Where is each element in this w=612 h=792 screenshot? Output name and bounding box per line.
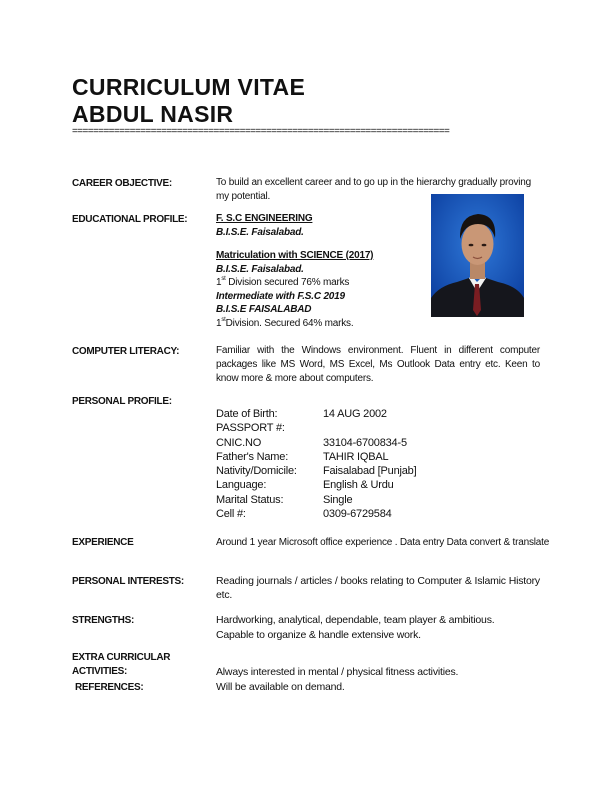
profile-value: TAHIR IQBAL — [323, 451, 389, 463]
personal-interests-text: Reading journals / articles / books relating to Computer & Islamic History etc. — [216, 575, 540, 601]
computer-literacy-text: Familiar with the Windows environment. Fluent in different computer packages like MS Word, MS Excel, Ms Outlook Data entry etc. Keen to know more & more about computers. — [216, 345, 540, 384]
profile-value: English & Urdu — [323, 479, 394, 491]
matric-result — [216, 276, 373, 290]
profile-photo — [431, 194, 524, 317]
extra-curricular-label: EXTRA CURRICULAR — [72, 652, 171, 663]
profile-key: Father's Name: — [216, 451, 289, 463]
career-objective-text: To build an excellent career and to go up in the hierarchy gradually proving my potential. — [216, 177, 532, 202]
references-text: Will be available on demand. — [216, 681, 345, 693]
profile-value: Single — [323, 494, 353, 506]
strength-line: Capable to organize & handle extensive work. — [216, 629, 421, 641]
profile-row — [216, 437, 407, 449]
profile-key: Date of Birth: — [216, 408, 278, 420]
computer-literacy-label: COMPUTER LITERACY: — [72, 346, 180, 357]
inter-marks: Division. Secured 64% marks. — [225, 317, 354, 329]
inter-division: 1 — [216, 317, 222, 329]
career-objective-label: CAREER OBJECTIVE: — [72, 178, 172, 189]
profile-key: CNIC.NO — [216, 437, 262, 449]
profile-row — [216, 408, 387, 420]
activities-text: Always interested in mental / physical fitness activities. — [216, 666, 459, 678]
references-label: REFERENCES: — [75, 682, 144, 693]
education-block — [216, 212, 373, 330]
profile-value: Faisalabad [Punjab] — [323, 465, 417, 477]
profile-value: 0309-6729584 — [323, 508, 392, 520]
inter-title: Intermediate with F.S.C 2019 — [216, 290, 345, 302]
document-title: CURRICULUM VITAE — [72, 74, 306, 100]
profile-key: PASSPORT #: — [216, 422, 285, 434]
strength-line: Hardworking, analytical, dependable, team player & ambitious. — [216, 614, 495, 626]
strengths-label: STRENGTHS: — [72, 615, 135, 626]
profile-row — [216, 494, 352, 506]
profile-key: Cell #: — [216, 508, 246, 520]
profile-value: 14 AUG 2002 — [323, 408, 387, 420]
profile-key: Marital Status: — [216, 494, 284, 506]
profile-row — [216, 465, 416, 477]
profile-key: Nativity/Domicile: — [216, 465, 297, 477]
fsc-board: B.I.S.E. Faisalabad. — [216, 226, 304, 238]
profile-row — [216, 508, 392, 520]
matric-title: Matriculation with SCIENCE (2017) — [216, 250, 374, 261]
inter-result — [216, 317, 373, 331]
experience-label: EXPERIENCE — [72, 537, 134, 548]
inter-division-suffix: st — [221, 316, 226, 323]
profile-row — [216, 479, 394, 491]
header-rule: ======================================================================== — [72, 126, 450, 137]
profile-row — [216, 422, 323, 434]
matric-marks: Division secured 76% marks — [225, 277, 350, 288]
matric-division-suffix: st — [221, 276, 226, 282]
activities-label: ACTIVITIES: — [72, 666, 128, 677]
profile-value: 33104-6700834-5 — [323, 437, 407, 449]
profile-row — [216, 451, 388, 463]
matric-division: 1 — [216, 277, 222, 288]
strengths-block — [216, 613, 494, 643]
candidate-name: ABDUL NASIR — [72, 101, 234, 127]
personal-interests-label: PERSONAL INTERESTS: — [72, 576, 184, 587]
personal-profile-label: PERSONAL PROFILE: — [72, 396, 172, 407]
fsc-title: F. S.C ENGINEERING — [216, 213, 313, 224]
inter-board: B.I.S.E FAISALABAD — [216, 304, 312, 315]
profile-key: Language: — [216, 479, 267, 491]
matric-board: B.I.S.E. Faisalabad. — [216, 263, 304, 275]
experience-text: Around 1 year Microsoft office experience . Data entry Data convert & translate — [216, 537, 550, 548]
educational-profile-label: EDUCATIONAL PROFILE: — [72, 214, 188, 225]
